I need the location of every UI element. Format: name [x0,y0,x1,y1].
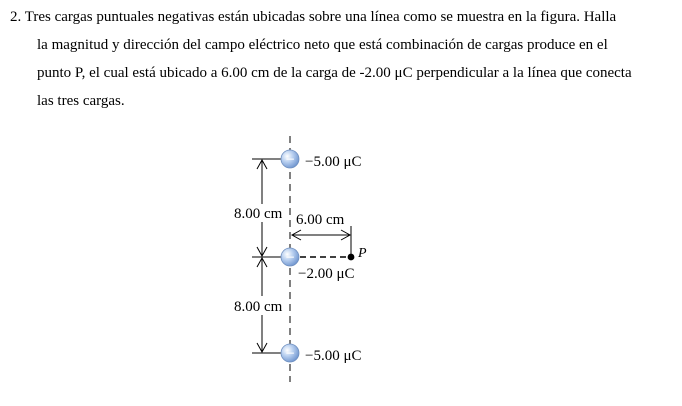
problem-line-4: las tres cargas. [37,93,125,109]
lower-distance-label: 8.00 cm [234,299,283,315]
point-p-label: P [358,246,367,261]
point-p-marker [348,254,355,261]
charge-middle [281,248,299,266]
problem-line-3: punto P, el cual está ubicado a 6.00 cm de la carga de -2.00 μC perpendicular a la línea que conecta [37,65,632,81]
charge-top-label: −5.00 μC [305,154,362,170]
problem-line-2: la magnitud y dirección del campo eléctrico neto que está combinación de cargas produce en el [37,37,608,53]
charge-middle-sign: − [284,250,296,264]
charge-middle-label: −2.00 μC [298,266,355,282]
problem-number: 2. [10,9,22,25]
charge-top-sign: − [284,152,296,166]
charge-bottom-sign: − [284,346,296,360]
charge-top [281,150,299,168]
charge-bottom-label: −5.00 μC [305,348,362,364]
problem-text-1: Tres cargas puntuales negativas están ubicadas sobre una línea como se muestra en la figura. Halla [24,9,617,25]
upper-distance-label: 8.00 cm [234,206,283,222]
horizontal-distance-label: 6.00 cm [296,212,345,228]
charge-bottom [281,344,299,362]
